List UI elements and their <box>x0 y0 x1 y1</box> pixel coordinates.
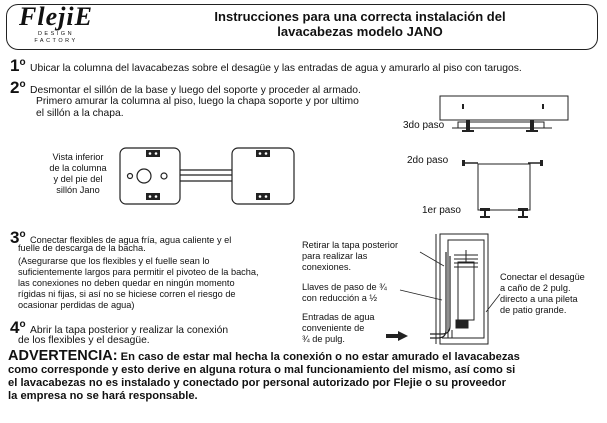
entradas-line-2: conveniente de <box>302 323 365 333</box>
entradas-line-1: Entradas de agua <box>302 312 375 322</box>
llaves-line-1: Llaves de paso de ¾ <box>302 282 387 292</box>
logo-word: FlejiE <box>19 2 93 31</box>
entradas-line-3: ¾ de pulg. <box>302 334 345 344</box>
title-line-2: lavacabezas modelo JANO <box>277 24 443 39</box>
warning-line-1: En caso de estar mal hecha la conexión o no estar amurado el lavacabezas <box>120 351 520 363</box>
bottom-view-line-3: y del pie del <box>53 174 103 184</box>
warning-line-2: como corresponde y esto derive en alguna rotura o mal funcionamiento del mismo, así como si <box>8 364 516 376</box>
step-3-note-3: las conexiones no deben quedar en ningún momento <box>18 278 235 288</box>
desague-line-3: directo a una pileta <box>500 294 578 304</box>
step-3-number: 3$^o$ <box>10 228 26 247</box>
drain-pipe <box>458 262 474 320</box>
step-3-note-2: suficientemente largos para permitir el pivoteo de la bacha, <box>18 267 259 277</box>
desague-line-1: Conectar el desagüe <box>500 272 585 282</box>
bottom-view-line-4: sillón Jano <box>56 185 100 195</box>
logo-design: DESIGN <box>37 31 75 37</box>
llaves-line-2: con reducción a ½ <box>302 293 378 303</box>
step-3-line-1: Conectar flexibles de agua fría, agua caliente y el <box>30 235 232 245</box>
step-4-line-1: Abrir la tapa posterior y realizar la conexión <box>30 325 229 336</box>
bottom-view-line-2: de la columna <box>49 163 107 173</box>
desague-line-2: a caño de 2 pulg. <box>500 283 571 293</box>
step-3-line-2: fuelle de descarga de la bacha. <box>18 243 146 253</box>
step-3-note-4: rígidas ni fijas, si así no se hiciese corren el riesgo de <box>18 289 236 299</box>
paso-1-label: 1er paso <box>422 205 461 216</box>
step-4-line-2: de los flexibles y el desagüe. <box>18 335 150 346</box>
paso-3-label: 3do paso <box>403 120 445 131</box>
warning-label: ADVERTENCIA: <box>8 348 118 364</box>
retire-line-1: Retirar la tapa posterior <box>302 240 399 250</box>
step-3-note-5: ocasionar perdidas de agua) <box>18 300 135 310</box>
warning-block <box>8 350 600 403</box>
step-1-text: Ubicar la columna del lavacabezas sobre el desagüe y las entradas de agua y amurarlo al piso con tarugos. <box>30 63 522 74</box>
step-2-line-1: Desmontar el sillón de la base y luego del soporte y proceder al armado. <box>30 85 361 96</box>
step-3-note-1: (Asegurarse que los flexibles y el fuelle sean lo <box>18 256 210 266</box>
paso-2-label: 2do paso <box>407 155 449 166</box>
retire-line-2: para realizar las <box>302 251 368 261</box>
desague-line-4: de patio grande. <box>500 305 567 315</box>
bottom-view-line-1: Vista inferior <box>52 152 104 162</box>
warning-line-4: la empresa no se hará responsable. <box>8 390 198 402</box>
logo-factory: FACTORY <box>34 38 78 44</box>
warning-line-3: el lavacabezas no es instalado y conectado por personal autorizado por Flejie o su proveedor <box>8 377 506 389</box>
step-2-number: 2$^o$ <box>10 78 26 97</box>
retire-line-3: conexiones. <box>302 262 352 272</box>
step-1-number: 1$^o$ <box>10 56 26 75</box>
title-line-1: Instrucciones para una correcta instalación del <box>214 9 506 24</box>
step-2-line-3: el sillón a la chapa. <box>36 108 124 119</box>
step-4-number: 4$^o$ <box>10 318 26 337</box>
step-2-line-2: Primero amurar la columna al piso, luego la chapa soporte y por ultimo <box>36 96 359 107</box>
